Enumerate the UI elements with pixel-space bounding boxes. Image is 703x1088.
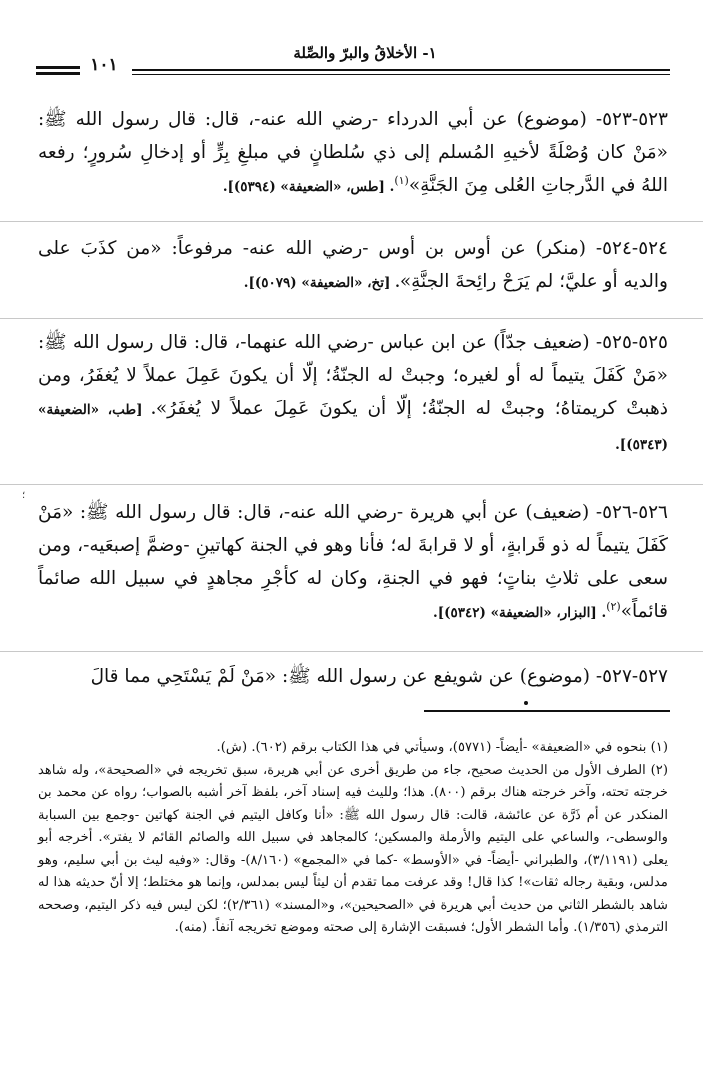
hadith-entry-527 — [38, 660, 668, 693]
footnote-2: (٢) الطرف الأول من الحديث صحيح، جاء من طريق أخرى عن أبي هريرة، سبق تخريجه في «الصحيحة»، وله شاهد خرجته تحته، وآخر خرجته هناك برقم (٨٠٠). هذا؛ ولليث فيه إسناد آخر، بلفظ آخر أشبه بالصواب؛ رواه عن محمد بن المنكدر عن أم ذَرَّة عن عائشة، قالت: قال رسول الله ﷺ: «أنا وكافل اليتيم في الجنة كهاتين -وجمع بين السبابة والوسطى-، والساعي على اليتيم والأرملة والمسكين؛ كالمجاهد في سبيل الله والصائم القائم لا يفتر». أخرجه أبو يعلى (٣/١١٩١)، والطبراني -أيضاً- في «الأوسط» -كما في «المجمع» (٨/١٦٠)- وقال: «وفيه ليث بن أبي سليم، وهو مدلس، وبقية رجاله ثقات»! كذا قال! وقد عرفت مما تقدم أن ليثاً ليس بمدلس، وإنما هو مختلط؛ إلا أنّ حديثه هذا له شاهد بالشطر الثاني من حديث أبي هريرة في «الصحيحين»، و«المسند» (٢/٣٦١)؛ لكن ليس فيه ذكر اليتيم، وصححه الترمذي (١/٣٥٦). وأما الشطر الأول؛ فسبقت الإشارة إلى صحته وموضع تخريجه آنفاً. (منه). — [38, 762, 669, 935]
entry-reference: . [البزار، «الضعيفة» (٥٣٤٢)]. — [433, 605, 607, 621]
entry-text: ٥٢٦-٥٢٦- (ضعيف) عن أبي هريرة -رضي الله عنه-، قال: قال رسول الله ﷺ: «مَنْ كَفَلَ يتيماً له ذو قَرابةٍ، أو لا قرابةَ له؛ فأنا وهو في الجنة كهاتينِ -وضمَّ إصبعَيه-، ومن سعى على ثلاثِ بناتٍ؛ فهو في الجنةِ، وكان له كأجْرِ مجاهدٍ في سبيل الله صائماً قائماً» — [38, 502, 668, 622]
chapter-title: ١- الأخلاقُ والبرّ والصِّلة — [293, 44, 437, 62]
page-number-bar — [36, 66, 80, 69]
entry-text: ٥٢٥-٥٢٥- (ضعيف جدّاً) عن ابن عباس -رضي الله عنهما-، قال: قال رسول الله ﷺ: «مَنْ كَفَلَ يتيماً له أو لغيره؛ وجبتْ له الجنّةُ؛ إلّا أن يكونَ عَمِلَ عملاً لا يُغفَرُ، ومن ذهبتْ كريمتاهُ؛ وجبتْ له الجنّةُ؛ إلّا أن يكونَ عَمِلَ عملاً لا يُغفَرُ» — [38, 332, 668, 419]
header-rule-thin — [132, 74, 670, 75]
footnote-1: (١) بنحوه في «الضعيفة» -أيضاً- (٥٧٧١)، وسيأتي في هذا الكتاب برقم (٦٠٢). (ش). — [216, 740, 668, 755]
footnote-marker: (٢) — [606, 599, 621, 613]
hadith-entry-526 — [38, 496, 668, 630]
footnote-dot — [524, 701, 528, 705]
hadith-entry-525 — [38, 326, 668, 462]
entry-reference: . [طب، «الضعيفة» (٥٣٤٣)]. — [38, 402, 668, 453]
entry-divider — [0, 651, 703, 652]
footnote-marker: (١) — [394, 173, 409, 187]
entry-divider — [0, 484, 703, 485]
header-rule — [132, 69, 670, 71]
entry-text: ٥٢٤-٥٢٤- (منكر) عن أوس بن أوس -رضي الله عنه- مرفوعاً: «من كذَبَ على والديه أو عليَّ؛ لم يَرَحْ رائِحةَ الجنَّةِ» — [38, 238, 668, 292]
footnote-rule — [424, 710, 670, 712]
hadith-entry-524 — [38, 232, 668, 300]
page-number-bar-lower — [36, 72, 80, 75]
hadith-entry-523 — [38, 103, 668, 204]
margin-mark: ؛ — [22, 490, 26, 501]
entry-divider — [0, 221, 703, 222]
entry-text: ٥٢٧-٥٢٧- (موضوع) عن شويفع عن رسول الله ﷺ: «مَنْ لَمْ يَسْتَحِي مما قالَ — [90, 666, 668, 687]
entry-reference: . [تخ، «الضعيفة» (٥٠٧٩)]. — [243, 275, 400, 291]
footnotes — [38, 737, 668, 940]
entry-text: ٥٢٣-٥٢٣- (موضوع) عن أبي الدرداء -رضي الله عنه-، قال: قال رسول الله ﷺ: «مَنْ كان وُصْلَةً لأخيهِ المُسلم إلى ذي سُلطانٍ في مبلغِ بِرٍّ أو إدخالِ سُرورٍ؛ رفعه اللهُ في الدَّرجاتِ العُلى مِنَ الجَنَّةِ» — [38, 109, 668, 196]
entry-divider — [0, 318, 703, 319]
entry-reference: . [طس، «الضعيفة» (٥٣٩٤)]. — [222, 179, 395, 195]
page-number: ١٠١ — [90, 55, 118, 75]
